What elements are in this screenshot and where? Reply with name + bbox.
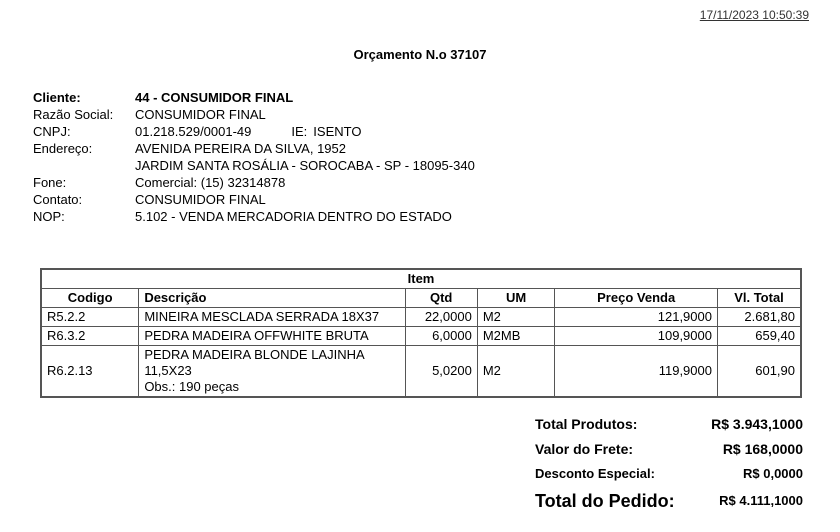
col-preco: Preço Venda	[555, 289, 718, 308]
contato-row	[33, 191, 475, 208]
cliente-value: 44 - CONSUMIDOR FINAL	[135, 90, 294, 105]
contato-label: Contato:	[33, 192, 83, 207]
valor-frete-value: R$ 168,0000	[722, 441, 803, 457]
razao-value: CONSUMIDOR FINAL	[135, 107, 266, 122]
endereco-line1: AVENIDA PEREIRA DA SILVA, 1952	[135, 141, 346, 156]
cell-um: M2	[477, 308, 555, 327]
table-row	[41, 327, 801, 346]
razao-label: Razão Social:	[33, 107, 114, 122]
desconto-label: Desconto Especial:	[535, 466, 655, 481]
cell-preco: 119,9000	[555, 346, 718, 398]
valor-frete-row	[535, 439, 803, 464]
ie-value: ISENTO	[313, 124, 362, 139]
table-row	[41, 346, 801, 398]
totals-block	[535, 414, 803, 514]
items-table	[40, 268, 802, 398]
cell-qtd: 6,0000	[405, 327, 477, 346]
endereco-label: Endereço:	[33, 141, 93, 156]
razao-row	[33, 106, 475, 123]
total-produtos-label: Total Produtos:	[535, 416, 638, 432]
endereco-row	[33, 140, 475, 157]
cnpj-value: 01.218.529/0001-49	[135, 124, 252, 139]
cell-qtd: 5,0200	[405, 346, 477, 398]
client-info	[33, 89, 475, 225]
desconto-row	[535, 464, 803, 488]
total-pedido-value: R$ 4.111,1000	[719, 493, 803, 508]
cell-descricao: PEDRA MADEIRA OFFWHITE BRUTA	[139, 327, 405, 346]
cell-codigo: R5.2.2	[41, 308, 139, 327]
total-pedido-label: Total do Pedido:	[535, 491, 675, 511]
col-qtd: Qtd	[405, 289, 477, 308]
page-title: Orçamento N.o 37107	[353, 47, 487, 62]
nop-label: NOP:	[33, 209, 65, 224]
cell-um: M2MB	[477, 327, 555, 346]
cliente-label: Cliente:	[33, 90, 81, 105]
fone-row	[33, 174, 475, 191]
cell-obs-text: Obs.: 190 peças	[144, 379, 239, 394]
fone-value: Comercial: (15) 32314878	[135, 175, 286, 190]
nop-value: 5.102 - VENDA MERCADORIA DENTRO DO ESTADO	[135, 209, 452, 224]
items-group-header: Item	[41, 269, 801, 289]
cell-descricao-text: PEDRA MADEIRA BLONDE LAJINHA 11,5X23	[144, 347, 364, 378]
cell-total: 659,40	[717, 327, 801, 346]
cell-codigo: R6.3.2	[41, 327, 139, 346]
cnpj-label: CNPJ:	[33, 124, 71, 139]
cell-codigo: R6.2.13	[41, 346, 139, 398]
client-row	[33, 89, 475, 106]
desconto-value: R$ 0,0000	[743, 466, 803, 481]
cell-qtd: 22,0000	[405, 308, 477, 327]
total-pedido-row	[535, 488, 803, 514]
col-um: UM	[477, 289, 555, 308]
ie-label: IE:	[291, 124, 308, 139]
total-produtos-row	[535, 414, 803, 439]
valor-frete-label: Valor do Frete:	[535, 441, 634, 457]
nop-row	[33, 208, 475, 225]
cell-descricao	[139, 346, 405, 398]
endereco-line2: JARDIM SANTA ROSÁLIA - SOROCABA - SP - 18095-340	[135, 158, 475, 173]
cell-total: 2.681,80	[717, 308, 801, 327]
col-descricao: Descrição	[139, 289, 405, 308]
cell-preco: 109,9000	[555, 327, 718, 346]
table-row	[41, 308, 801, 327]
contato-value: CONSUMIDOR FINAL	[135, 192, 266, 207]
cell-um: M2	[477, 346, 555, 398]
cnpj-row	[33, 123, 475, 140]
total-produtos-value: R$ 3.943,1000	[711, 416, 803, 432]
fone-label: Fone:	[33, 175, 67, 190]
col-codigo: Codigo	[41, 289, 139, 308]
endereco-row-2	[33, 157, 475, 174]
cell-preco: 121,9000	[555, 308, 718, 327]
print-timestamp: 17/11/2023 10:50:39	[699, 8, 809, 22]
cell-descricao: MINEIRA MESCLADA SERRADA 18X37	[139, 308, 405, 327]
col-total: Vl. Total	[717, 289, 801, 308]
cell-total: 601,90	[717, 346, 801, 398]
